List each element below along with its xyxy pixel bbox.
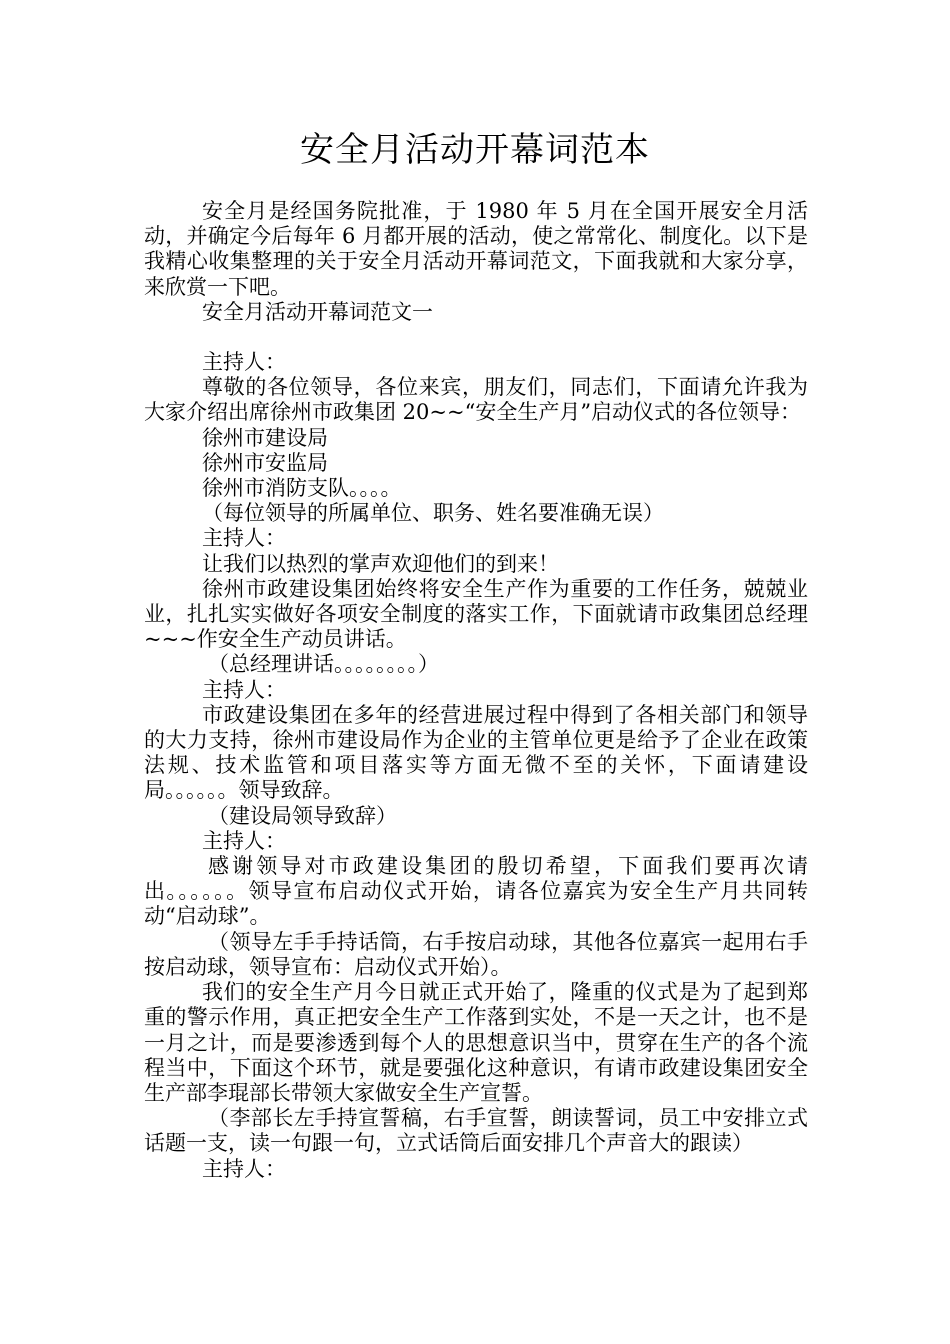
paragraph-note-2: （总经理讲话。。。。。。。。）	[208, 652, 439, 677]
paragraph-note-1: （每位领导的所属单位、职务、姓名要准确无误）	[202, 501, 664, 526]
paragraph-support: 市政建设集团在多年的经营进展过程中得到了各相关部门和领导的大力支持，徐州市建设局作为企业的主管单位更是给予了企业在政策法规、技术监管和项目落实等方面无微不至的关怀，下面请建设局。。。。。。领导致辞。	[144, 702, 808, 803]
paragraph-host-label: 主持人：	[202, 350, 286, 375]
paragraph-note-3: （建设局领导致辞）	[208, 803, 397, 828]
paragraph-note-4: （领导左手手持话筒，右手按启动球，其他各位嘉宾一起用右手按启动球，领导宣布：启动仪式开始）。	[144, 929, 808, 979]
paragraph-unit-1: 徐州市建设局	[202, 425, 328, 450]
paragraph-intro: 安全月是经国务院批准，于 1980 年 5 月在全国开展安全月活动，并确定今后每年 6 月都开展的活动，使之常常化、制度化。以下是我精心收集整理的关于安全月活动开幕词范文，下面我就和大家分享，来欣赏一下吧。	[144, 199, 808, 299]
paragraph-group-intro: 徐州市政建设集团始终将安全生产作为重要的工作任务，兢兢业业，扎扎实实做好各项安全制度的落实工作，下面就请市政集团总经理~~~作安全生产动员讲话。	[144, 576, 808, 652]
paragraph-section-heading: 安全月活动开幕词范文一	[202, 299, 433, 324]
document-title: 安全月活动开幕词范本	[300, 130, 650, 170]
paragraph-thanks: 感谢领导对市政建设集团的殷切希望，下面我们要再次请出。。。。。。领导宣布启动仪式开始，请各位嘉宾为安全生产月共同转动“启动球”。	[144, 854, 808, 929]
paragraph-launch: 我们的安全生产月今日就正式开始了，隆重的仪式是为了起到郑重的警示作用，真正把安全生产工作落到实处，不是一天之计，也不是一月之计，而是要渗透到每个人的思想意识当中，贯穿在生产的各个流程当中，下面这个环节，就是要强化这种意识，有请市政建设集团安全生产部李琨部长带领大家做安全生产宣誓。	[144, 980, 808, 1105]
paragraph-note-5: （李部长左手持宣誓稿，右手宣誓，朗读誓词，员工中安排立式话题一支，读一句跟一句，立式话筒后面安排几个声音大的跟读）	[144, 1106, 808, 1156]
document-body	[144, 199, 808, 1182]
paragraph-unit-3: 徐州市消防支队。。。。	[202, 476, 402, 501]
paragraph-host-label: 主持人：	[202, 526, 286, 551]
paragraph-unit-2: 徐州市安监局	[202, 450, 328, 475]
paragraph-host-label: 主持人：	[202, 1156, 286, 1181]
paragraph-host-label: 主持人：	[202, 828, 286, 853]
paragraph-host-label: 主持人：	[202, 677, 286, 702]
blank-line	[144, 325, 808, 350]
paragraph-greeting: 尊敬的各位领导，各位来宾，朋友们，同志们，下面请允许我为大家介绍出席徐州市政集团 20~~“安全生产月”启动仪式的各位领导：	[144, 375, 808, 425]
paragraph-welcome: 让我们以热烈的掌声欢迎他们的到来！	[202, 551, 559, 576]
